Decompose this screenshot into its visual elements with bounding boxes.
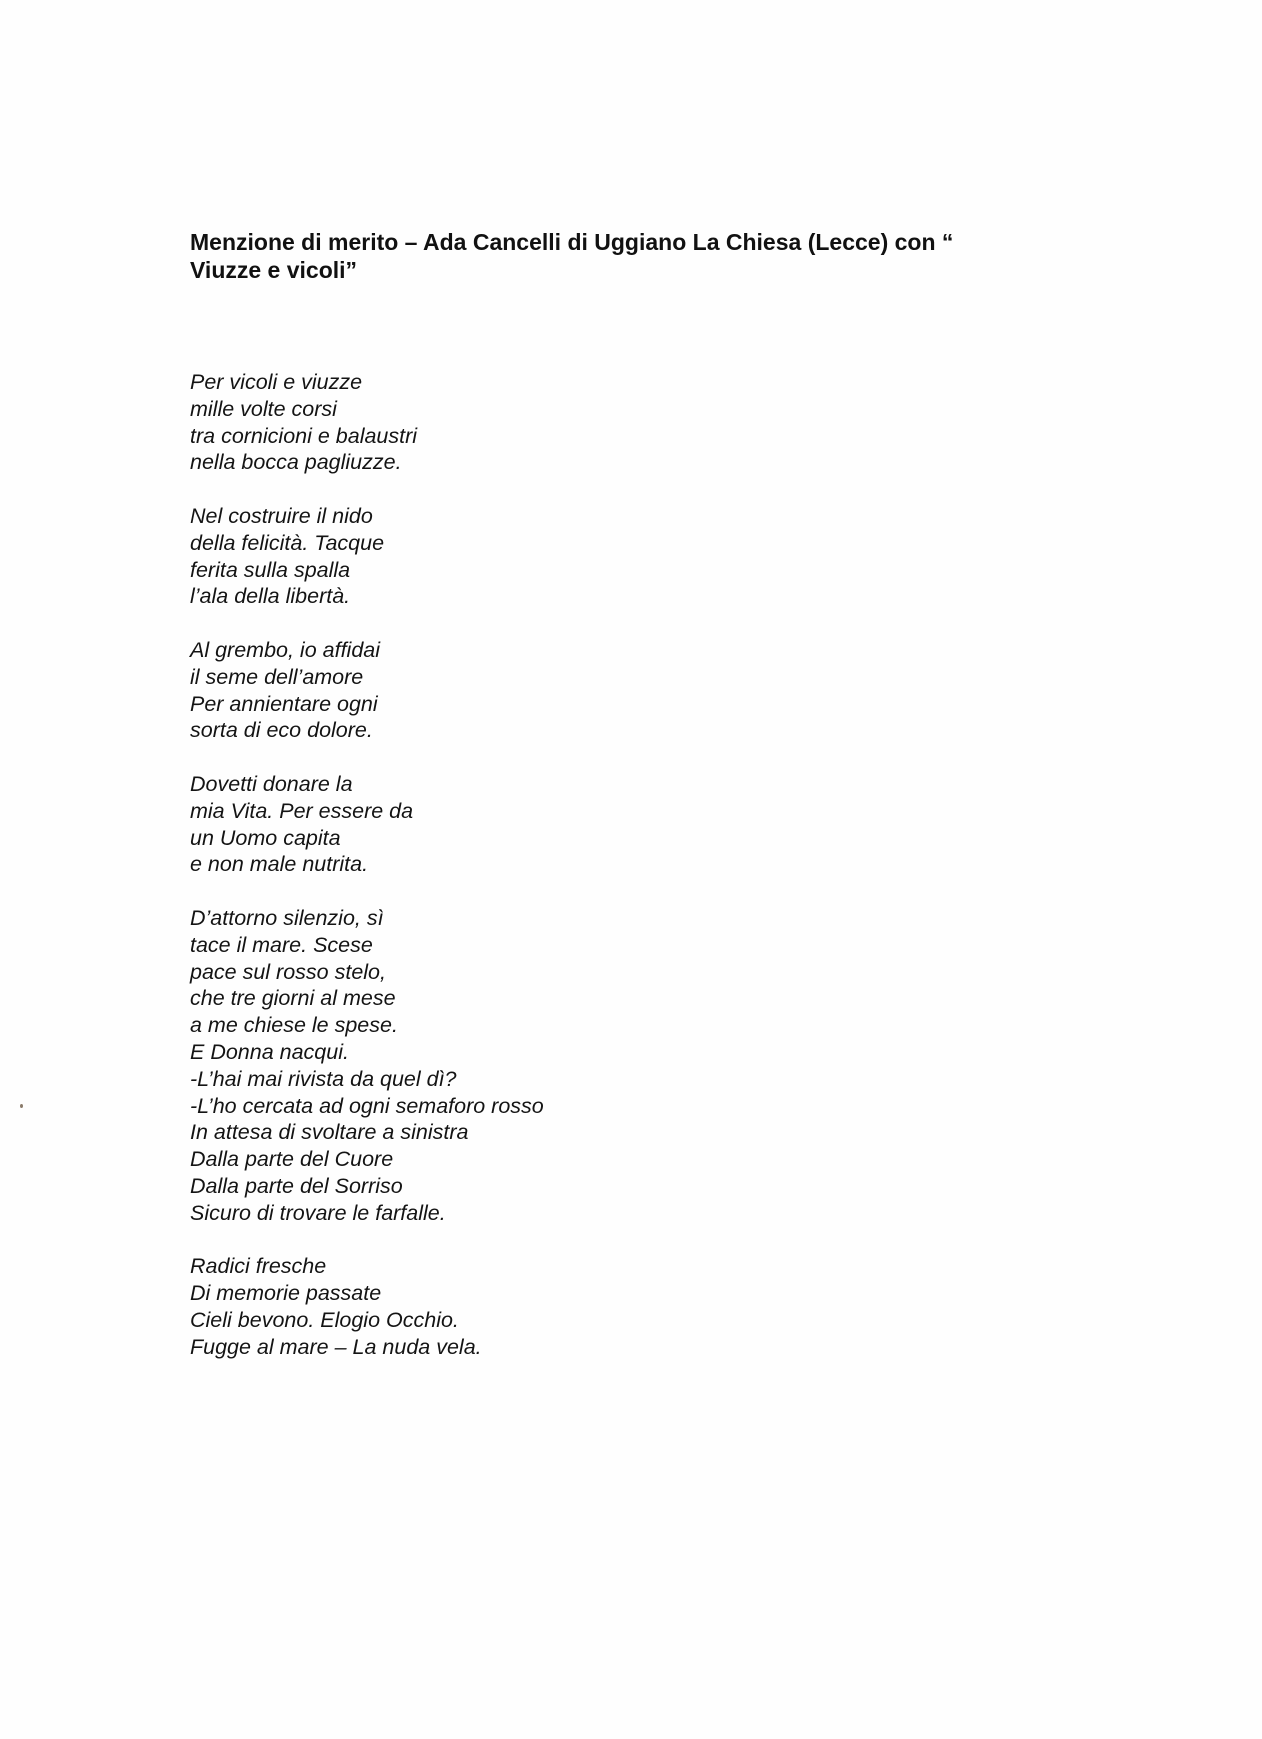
heading-line-2: Viuzze e vicoli” [190,257,358,283]
poem-line: Nel costruire il nido [190,503,373,528]
scan-speck [20,1104,23,1108]
poem-line: sorta di eco dolore. [190,718,373,743]
poem-line: -L’hai mai rivista da quel dì? [190,1066,457,1091]
poem-line: Dalla parte del Sorriso [190,1173,403,1198]
poem-line: tra cornicioni e balaustri [190,423,418,448]
stanza-3 [190,637,890,744]
stanza-2 [190,503,890,610]
poem-line: Di memorie passate [190,1281,382,1306]
poem-line: Sicuro di trovare le farfalle. [190,1200,446,1225]
poem-line: Fugge al mare – La nuda vela. [190,1334,482,1359]
poem-line: un Uomo capita [190,825,341,850]
poem-line: Radici fresche [190,1254,327,1279]
stanza-1 [190,369,890,476]
poem-line: nella bocca pagliuzze. [190,450,402,475]
poem-line: Dalla parte del Cuore [190,1147,394,1172]
heading-line-1: Menzione di merito – Ada Cancelli di Uggiano La Chiesa (Lecce) con “ [190,229,954,255]
poem-body [190,369,890,1387]
poem-line: pace sul rosso stelo, [190,959,386,984]
poem-line: Dovetti donare la [190,771,353,796]
poem-line: mia Vita. Per essere da [190,798,414,823]
stanza-4 [190,771,890,878]
poem-line: In attesa di svoltare a sinistra [190,1120,469,1145]
poem-line: e non male nutrita. [190,852,369,877]
poem-line: -L’ho cercata ad ogni semaforo rosso [190,1093,544,1118]
poem-line: il seme dell’amore [190,664,364,689]
poem-line: Per annientare ogni [190,691,378,716]
poem-line: Al grembo, io affidai [190,637,381,662]
poem-line: tace il mare. Scese [190,932,373,957]
document-heading [190,228,1090,284]
poem-line: E Donna nacqui. [190,1039,349,1064]
stanza-6 [190,1253,890,1360]
poem-line: D’attorno silenzio, sì [190,905,384,930]
poem-line: ferita sulla spalla [190,557,351,582]
stanza-5 [190,905,890,1227]
poem-line: Cieli bevono. Elogio Occhio. [190,1307,459,1332]
poem-line: della felicità. Tacque [190,530,385,555]
poem-line: che tre giorni al mese [190,986,396,1011]
poem-line: a me chiese le spese. [190,1013,398,1038]
poem-line: l’ala della libertà. [190,584,351,609]
poem-line: Per vicoli e viuzze [190,370,363,394]
poem-line: mille volte corsi [190,396,337,421]
